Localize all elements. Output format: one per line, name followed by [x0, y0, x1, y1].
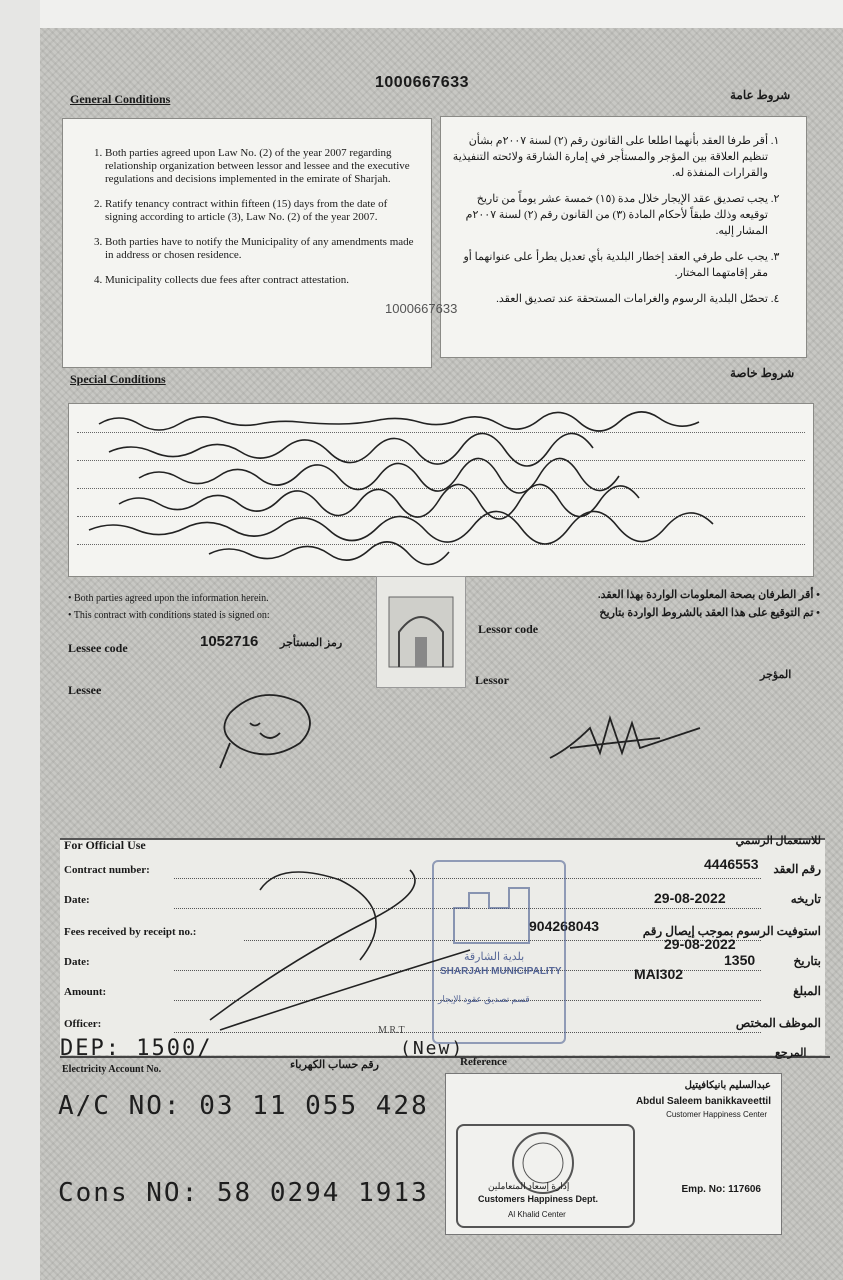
- contract-date-value: 29-08-2022: [654, 890, 726, 906]
- employee-number: Emp. No: 117606: [681, 1184, 761, 1195]
- electricity-account-label-ar: رقم حساب الكهرباء: [290, 1059, 379, 1071]
- handwritten-deposit: DEP: 1500/: [60, 1036, 213, 1061]
- special-conditions-box: [68, 403, 814, 577]
- reference-label-ar: المرجع: [775, 1047, 807, 1059]
- page-left-edge: [0, 0, 42, 1280]
- declaration-en-2: • This contract with conditions stated is signed on:: [68, 610, 270, 621]
- contract-number-label-ar: رقم العقد: [773, 862, 821, 876]
- gc-ar-item-1: 1. أقر طرفا العقد بأنهما اطلعا على القانون رقم (٢) لسنة ٢٠٠٧م بشأن تنظيم العلاقة بين المؤجر والمستأجر في إمارة الشارقة ولائحته التنفيذية والقرارات المنفذة له.: [451, 133, 768, 181]
- lessee-code-label-ar: رمز المستأجر: [280, 637, 343, 649]
- official-use-title-en: For Official Use: [64, 838, 146, 852]
- special-conditions-title-ar: شروط خاصة: [730, 366, 795, 380]
- happiness-officer-title: Customer Happiness Center: [666, 1110, 767, 1119]
- amount-label-ar: المبلغ: [793, 984, 821, 998]
- declaration-ar-1: • أقر الطرفان بصحة المعلومات الواردة بهذا العقد.: [597, 589, 820, 601]
- general-conditions-ar-list: [451, 133, 786, 307]
- officer-label: Officer:: [64, 1018, 102, 1030]
- lessee-code-label: Lessee code: [68, 641, 128, 655]
- contract-number-value: 4446553: [704, 856, 759, 872]
- lessor-label-ar: المؤجر: [760, 669, 792, 681]
- gc-ar-item-2: 2. يجب تصديق عقد الإيجار خلال مدة (١٥) خمسة عشر يوماً من تاريخ توقيعه وذلك طبقاً لأحكام المادة (٣) من القانون رقم (٢) لسنة ٢٠٠٧م المشار إليه.: [451, 191, 768, 239]
- gc-ar-item-4: 4. تحصّل البلدية الرسوم والغرامات المستحقة عند تصديق العقد.: [451, 291, 768, 307]
- happiness-dept-stamp: [456, 1124, 635, 1228]
- special-conditions-handwriting: [69, 404, 813, 576]
- municipality-logo-watermark: [376, 576, 466, 688]
- electricity-account-label: Electricity Account No.: [62, 1064, 162, 1075]
- happiness-officer-name-en: Abdul Saleem banikkaveettil: [635, 1096, 771, 1107]
- lessee-code-value: 1052716: [200, 633, 259, 650]
- amount-value: 1350: [724, 952, 756, 968]
- officer-value: MAI302: [634, 966, 684, 982]
- tenancy-contract-page: [40, 28, 843, 1280]
- contract-date-label: Date:: [64, 894, 90, 906]
- receipt-number-label: Fees received by receipt no.:: [64, 926, 197, 938]
- lessee-signature: [190, 683, 370, 778]
- official-use-section: [60, 835, 825, 1055]
- serial-number-stamp: 1000667633: [385, 301, 458, 316]
- general-conditions-title-en: General Conditions: [70, 92, 171, 106]
- amount-label: Amount:: [64, 986, 107, 998]
- receipt-number-label-ar: استوفيت الرسوم بموجب إيصال رقم: [642, 924, 821, 938]
- gc-en-item-2: 2. Ratify tenancy contract within fifteen (15) days from the date of signing according to article (3), Law No. (2) of the year 2007.: [105, 198, 417, 224]
- receipt-date-label: Date:: [64, 956, 90, 968]
- general-conditions-en-box: [62, 118, 432, 368]
- receipt-date-value: 29-08-2022: [664, 936, 736, 952]
- receipt-date-label-ar: بتاريخ: [793, 954, 821, 968]
- lessor-signature: [540, 688, 710, 778]
- stamp-center-name: Al Khalid Center: [508, 1210, 566, 1219]
- declaration-ar-2: • تم التوقيع على هذا العقد بالشروط الواردة بتاريخ: [599, 607, 820, 619]
- lessor-code-label: Lessor code: [478, 622, 539, 636]
- stamp-initials: M.R.T: [378, 1025, 405, 1036]
- stamp-text-ar: بلدية الشارقة: [464, 951, 525, 963]
- officer-label-ar: الموظف المختص: [735, 1016, 821, 1030]
- declaration-en-1: • Both parties agreed upon the information herein.: [68, 593, 269, 604]
- gc-en-item-3: 3. Both parties have to notify the Municipality of any amendments made in address or chosen residence.: [105, 236, 417, 262]
- handwritten-account-number: A/C NO: 03 11 055 428: [58, 1091, 429, 1121]
- gc-en-item-1: 1. Both parties agreed upon Law No. (2) of the year 2007 regarding relationship organization between lessor and lessee and the executive regulations and decisions implemented in the emirate of Sharjah.: [105, 147, 417, 186]
- official-signature: [200, 850, 500, 1050]
- general-conditions-title-ar: شروط عامة: [730, 88, 791, 102]
- gc-en-item-4: 4. Municipality collects due fees after contract attestation.: [105, 274, 417, 287]
- lessor-label: Lessor: [475, 673, 509, 687]
- contract-number-label: Contract number:: [64, 864, 150, 876]
- serial-number: 1000667633: [375, 74, 469, 91]
- contract-date-label-ar: تاريخه: [790, 892, 821, 906]
- page-top-edge: [40, 0, 843, 28]
- receipt-number-value: 904268043: [529, 918, 600, 934]
- handwritten-consumer-number: Cons NO: 58 0294 1913: [58, 1178, 429, 1208]
- stamp-dept-ar: إدارة إسعاد المتعاملين: [488, 1181, 570, 1191]
- handwritten-new: (New): [400, 1038, 465, 1059]
- gc-ar-item-3: 3. يجب على طرفي العقد إخطار البلدية بأي تعديل يطرأ على عنوانهما أو مقر إقامتهما المختار.: [451, 249, 768, 281]
- customer-happiness-stamp-card: [445, 1073, 782, 1235]
- stamp-text-en: SHARJAH MUNICIPALITY: [440, 966, 562, 977]
- stamp-dept-en: Customers Happiness Dept.: [478, 1194, 599, 1204]
- special-conditions-title-en: Special Conditions: [70, 372, 166, 386]
- happiness-officer-name-ar: عبدالسليم بانيكافيتيل: [684, 1080, 771, 1091]
- official-use-title-ar: للاستعمال الرسمي: [735, 835, 821, 847]
- stamp-text-dept: قسم تصديق عقود الإيجار: [438, 994, 530, 1004]
- reference-label: Reference: [460, 1056, 507, 1068]
- general-conditions-en-list: [91, 147, 417, 287]
- lessee-label: Lessee: [68, 683, 102, 697]
- general-conditions-ar-box: [440, 116, 807, 358]
